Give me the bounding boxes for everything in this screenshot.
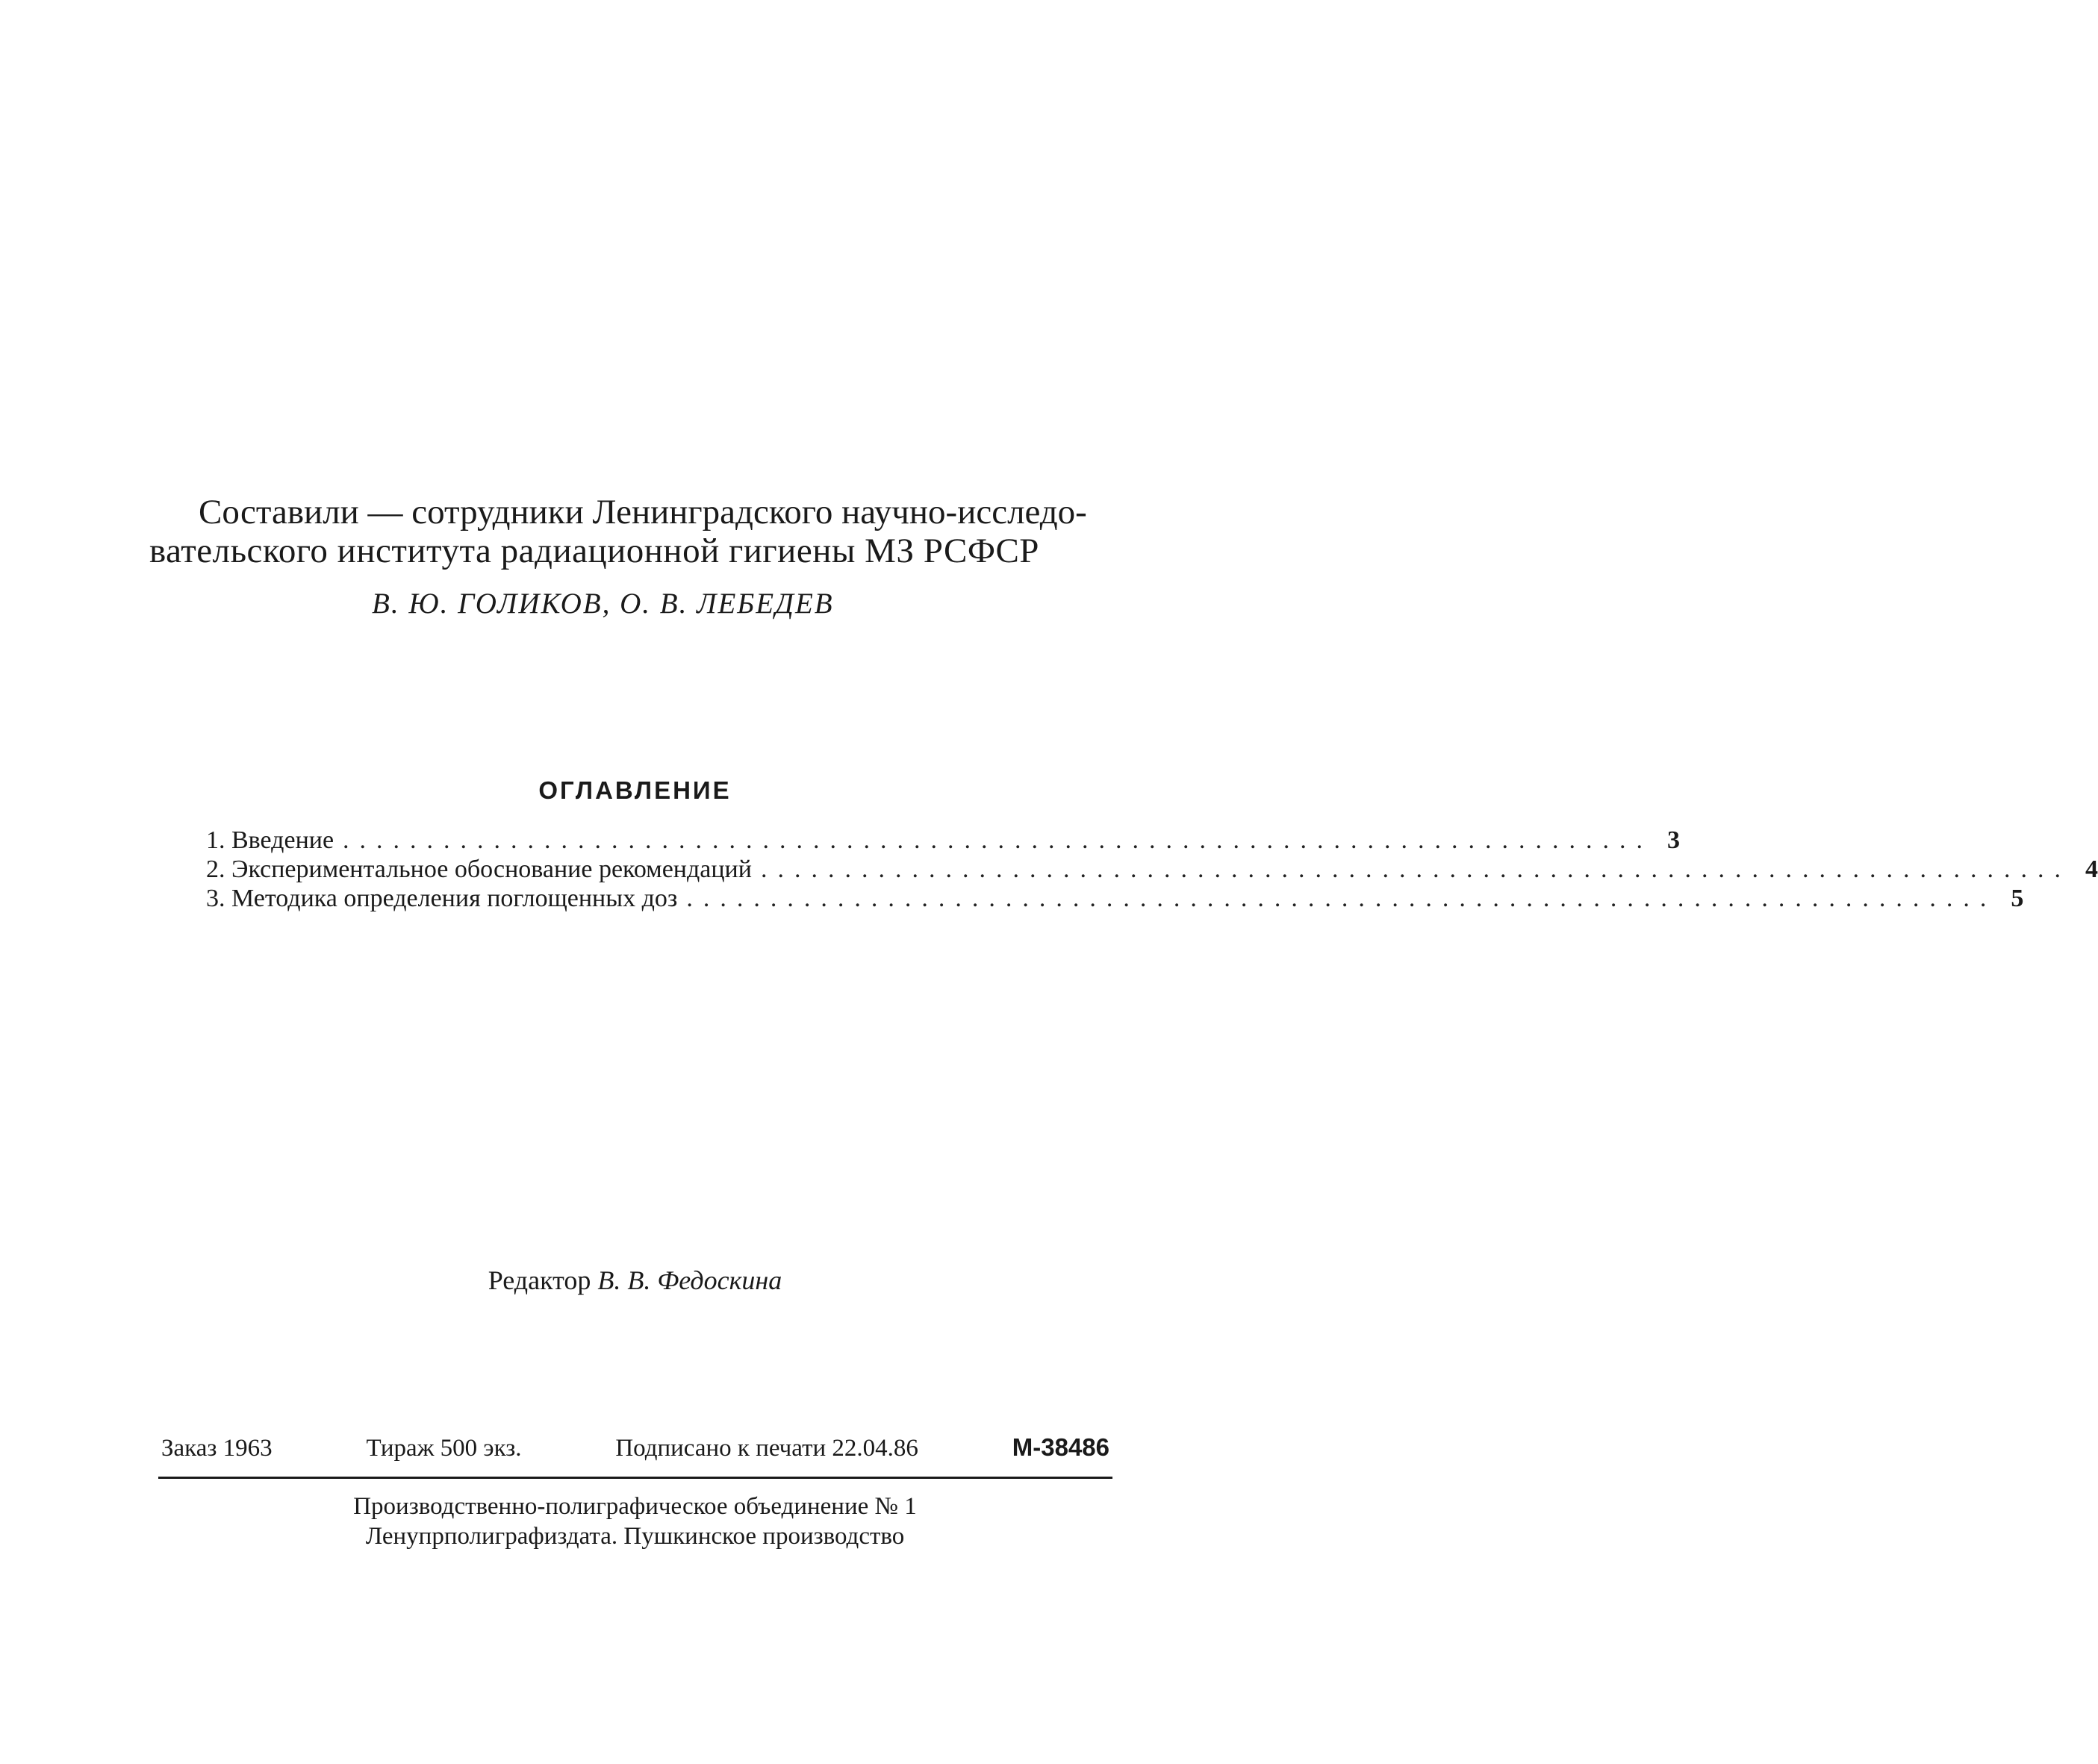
toc-leader-dots: .............................................................................. [343, 826, 1654, 854]
editor-credit [0, 1265, 1270, 1296]
printer-line-1: Производственно-полиграфическое объединение № 1 [353, 1493, 917, 1520]
toc-item-label: 2. Экспериментальное обоснование рекомендаций [206, 855, 752, 883]
toc-heading: ОГЛАВЛЕНИЕ [538, 776, 732, 804]
toc-item-page: 5 [2011, 885, 2024, 912]
toc-item [206, 826, 1681, 855]
publication-code: М-38486 [1012, 1433, 1109, 1461]
compilers-line-1: Составили — сотрудники Ленинградского научно-исследо- [199, 493, 1087, 532]
signed-date: Подписано к печати 22.04.86 [615, 1435, 918, 1462]
authors: В. Ю. ГОЛИКОВ, О. В. ЛЕБЕДЕВ [372, 588, 834, 620]
editor-name: В. В. Федоскина [597, 1265, 782, 1295]
toc-item-label: 3. Методика определения поглощенных доз [206, 885, 678, 912]
toc-item-page: 3 [1667, 826, 1681, 854]
compilers-line-2: вательского института радиационной гигиены МЗ РСФСР [149, 532, 1039, 570]
divider [158, 1477, 1112, 1479]
toc-item-page: 4 [2085, 855, 2098, 883]
toc-item [206, 855, 2098, 884]
toc-leader-dots: .............................................................................. [686, 885, 1997, 912]
editor-label: Редактор [488, 1265, 591, 1295]
printer-info [0, 1492, 1270, 1551]
order-number: Заказ 1963 [161, 1435, 273, 1462]
toc-item [206, 884, 2024, 913]
print-run: Тираж 500 экз. [366, 1435, 522, 1462]
toc-item-label: 1. Введение [206, 826, 334, 854]
compilers-statement [149, 493, 1120, 570]
toc-leader-dots: .............................................................................. [760, 855, 2071, 883]
printer-line-2: Ленупрполиграфиздата. Пушкинское производство [365, 1523, 905, 1550]
table-of-contents [206, 826, 2098, 913]
imprint-line [161, 1433, 1109, 1462]
